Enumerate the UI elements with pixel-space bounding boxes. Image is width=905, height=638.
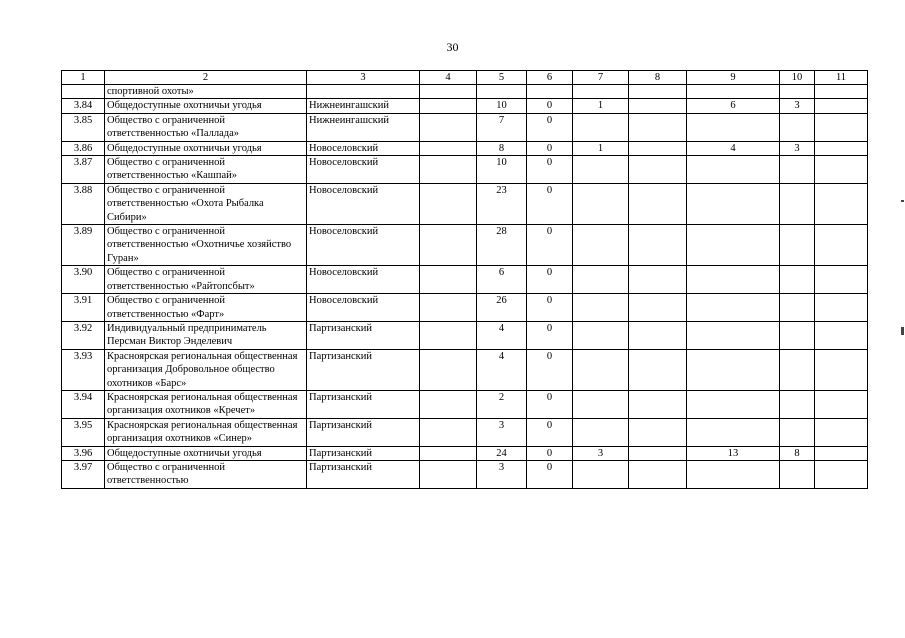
district-cell: Новоселовский bbox=[307, 266, 420, 294]
data-cell bbox=[780, 225, 815, 266]
data-cell: 0 bbox=[527, 141, 573, 155]
data-cell bbox=[573, 390, 629, 418]
data-cell bbox=[687, 183, 780, 224]
data-cell bbox=[629, 225, 687, 266]
column-number-cell: 6 bbox=[527, 71, 573, 85]
table-row bbox=[62, 225, 868, 266]
table-row bbox=[62, 390, 868, 418]
district-cell: Новоселовский bbox=[307, 294, 420, 322]
data-cell: 24 bbox=[477, 446, 527, 460]
organization-cell: Общество с ограниченной ответственностью «Райтопсбыт» bbox=[105, 266, 307, 294]
data-cell bbox=[687, 266, 780, 294]
column-number-cell: 1 bbox=[62, 71, 105, 85]
table-row bbox=[62, 99, 868, 113]
data-cell: 0 bbox=[527, 113, 573, 141]
data-cell: 0 bbox=[527, 446, 573, 460]
data-cell bbox=[815, 349, 868, 390]
data-cell: 0 bbox=[527, 460, 573, 488]
data-cell bbox=[687, 156, 780, 184]
data-cell: 10 bbox=[477, 99, 527, 113]
data-cell bbox=[573, 349, 629, 390]
district-cell: Партизанский bbox=[307, 321, 420, 349]
data-cell bbox=[815, 321, 868, 349]
data-cell bbox=[780, 390, 815, 418]
data-cell bbox=[420, 225, 477, 266]
data-cell bbox=[780, 156, 815, 184]
data-cell bbox=[420, 156, 477, 184]
data-cell: 8 bbox=[780, 446, 815, 460]
data-cell bbox=[629, 446, 687, 460]
data-cell bbox=[815, 460, 868, 488]
row-number-cell: 3.85 bbox=[62, 113, 105, 141]
table-row bbox=[62, 183, 868, 224]
data-cell bbox=[477, 85, 527, 99]
data-cell bbox=[815, 266, 868, 294]
data-cell bbox=[573, 266, 629, 294]
data-cell: 3 bbox=[780, 141, 815, 155]
column-number-cell: 3 bbox=[307, 71, 420, 85]
data-cell bbox=[629, 141, 687, 155]
table-row bbox=[62, 321, 868, 349]
column-number-cell: 4 bbox=[420, 71, 477, 85]
row-number-cell: 3.93 bbox=[62, 349, 105, 390]
data-cell bbox=[780, 113, 815, 141]
data-cell bbox=[815, 418, 868, 446]
data-cell bbox=[687, 85, 780, 99]
row-number-cell: 3.89 bbox=[62, 225, 105, 266]
data-cell bbox=[420, 321, 477, 349]
data-cell: 2 bbox=[477, 390, 527, 418]
data-cell bbox=[573, 321, 629, 349]
data-cell: 13 bbox=[687, 446, 780, 460]
row-number-cell: 3.84 bbox=[62, 99, 105, 113]
district-cell: Партизанский bbox=[307, 349, 420, 390]
data-cell bbox=[780, 85, 815, 99]
column-number-cell: 5 bbox=[477, 71, 527, 85]
data-cell bbox=[815, 113, 868, 141]
organization-cell: Общедоступные охотничьи угодья bbox=[105, 141, 307, 155]
organization-cell: Общество с ограниченной ответственностью «Охотничье хозяйство Гуран» bbox=[105, 225, 307, 266]
data-cell: 28 bbox=[477, 225, 527, 266]
row-number-cell: 3.88 bbox=[62, 183, 105, 224]
data-cell bbox=[573, 294, 629, 322]
data-cell bbox=[780, 183, 815, 224]
data-cell bbox=[629, 156, 687, 184]
district-cell: Нижнеингашский bbox=[307, 99, 420, 113]
data-cell bbox=[420, 99, 477, 113]
table-row bbox=[62, 294, 868, 322]
data-cell bbox=[420, 113, 477, 141]
data-cell bbox=[573, 183, 629, 224]
data-cell bbox=[629, 321, 687, 349]
data-cell bbox=[629, 99, 687, 113]
data-cell bbox=[815, 85, 868, 99]
data-cell bbox=[420, 390, 477, 418]
data-cell: 4 bbox=[687, 141, 780, 155]
organization-cell: Красноярская региональная общественная организация охотников «Кречет» bbox=[105, 390, 307, 418]
data-cell bbox=[629, 390, 687, 418]
data-cell: 0 bbox=[527, 156, 573, 184]
data-cell bbox=[629, 85, 687, 99]
row-number-cell: 3.96 bbox=[62, 446, 105, 460]
data-cell: 0 bbox=[527, 390, 573, 418]
page-number: 30 bbox=[446, 40, 459, 54]
data-cell bbox=[420, 183, 477, 224]
scan-edge-mark bbox=[901, 200, 904, 202]
data-cell: 3 bbox=[573, 446, 629, 460]
data-cell bbox=[815, 156, 868, 184]
data-cell bbox=[420, 418, 477, 446]
column-number-cell: 7 bbox=[573, 71, 629, 85]
data-cell bbox=[687, 113, 780, 141]
district-cell: Нижнеингашский bbox=[307, 113, 420, 141]
data-cell: 3 bbox=[477, 418, 527, 446]
table-row bbox=[62, 418, 868, 446]
data-cell bbox=[629, 266, 687, 294]
row-number-cell: 3.97 bbox=[62, 460, 105, 488]
table-row bbox=[62, 460, 868, 488]
column-number-cell: 10 bbox=[780, 71, 815, 85]
column-number-cell: 2 bbox=[105, 71, 307, 85]
row-number-cell: 3.95 bbox=[62, 418, 105, 446]
scan-edge-mark bbox=[901, 327, 904, 335]
data-cell: 4 bbox=[477, 349, 527, 390]
row-number-cell: 3.92 bbox=[62, 321, 105, 349]
organization-cell: Общедоступные охотничьи угодья bbox=[105, 99, 307, 113]
data-cell bbox=[687, 418, 780, 446]
column-number-cell: 11 bbox=[815, 71, 868, 85]
data-cell bbox=[780, 460, 815, 488]
row-number-cell bbox=[62, 85, 105, 99]
row-number-cell: 3.86 bbox=[62, 141, 105, 155]
table-row bbox=[62, 141, 868, 155]
data-cell bbox=[420, 141, 477, 155]
data-cell: 1 bbox=[573, 99, 629, 113]
district-cell: Партизанский bbox=[307, 446, 420, 460]
data-cell bbox=[629, 183, 687, 224]
data-cell: 8 bbox=[477, 141, 527, 155]
data-cell bbox=[573, 113, 629, 141]
organization-cell: спортивной охоты» bbox=[105, 85, 307, 99]
data-cell bbox=[780, 321, 815, 349]
row-number-cell: 3.90 bbox=[62, 266, 105, 294]
district-cell: Новоселовский bbox=[307, 141, 420, 155]
data-cell bbox=[815, 225, 868, 266]
row-number-cell: 3.87 bbox=[62, 156, 105, 184]
data-cell bbox=[573, 418, 629, 446]
data-cell bbox=[573, 85, 629, 99]
data-cell: 0 bbox=[527, 349, 573, 390]
data-cell: 23 bbox=[477, 183, 527, 224]
data-cell bbox=[629, 294, 687, 322]
data-cell bbox=[420, 446, 477, 460]
data-cell bbox=[420, 349, 477, 390]
data-cell bbox=[420, 85, 477, 99]
data-cell bbox=[815, 390, 868, 418]
data-cell: 6 bbox=[477, 266, 527, 294]
data-cell bbox=[420, 460, 477, 488]
table-row bbox=[62, 113, 868, 141]
data-cell bbox=[527, 85, 573, 99]
row-number-cell: 3.94 bbox=[62, 390, 105, 418]
organization-cell: Общество с ограниченной ответственностью «Кашпай» bbox=[105, 156, 307, 184]
organization-cell: Общедоступные охотничьи угодья bbox=[105, 446, 307, 460]
organization-cell: Общество с ограниченной ответственностью «Охота Рыбалка Сибири» bbox=[105, 183, 307, 224]
table-row bbox=[62, 446, 868, 460]
data-cell bbox=[420, 266, 477, 294]
data-cell bbox=[815, 183, 868, 224]
district-cell bbox=[307, 85, 420, 99]
data-cell bbox=[780, 294, 815, 322]
data-cell bbox=[420, 294, 477, 322]
data-cell bbox=[687, 460, 780, 488]
data-cell bbox=[629, 418, 687, 446]
column-number-cell: 8 bbox=[629, 71, 687, 85]
data-cell bbox=[629, 349, 687, 390]
data-cell bbox=[815, 141, 868, 155]
table-row bbox=[62, 349, 868, 390]
data-cell bbox=[780, 266, 815, 294]
data-cell: 3 bbox=[477, 460, 527, 488]
district-cell: Новоселовский bbox=[307, 156, 420, 184]
data-cell: 0 bbox=[527, 266, 573, 294]
district-cell: Новоселовский bbox=[307, 225, 420, 266]
organization-cell: Общество с ограниченной ответственностью bbox=[105, 460, 307, 488]
organization-cell: Индивидуальный предприниматель Персман Виктор Энделевич bbox=[105, 321, 307, 349]
data-cell: 1 bbox=[573, 141, 629, 155]
district-cell: Партизанский bbox=[307, 418, 420, 446]
data-cell: 0 bbox=[527, 99, 573, 113]
data-cell bbox=[687, 349, 780, 390]
organization-cell: Общество с ограниченной ответственностью «Фарт» bbox=[105, 294, 307, 322]
data-cell bbox=[815, 446, 868, 460]
data-cell: 0 bbox=[527, 418, 573, 446]
data-cell: 26 bbox=[477, 294, 527, 322]
table-row bbox=[62, 156, 868, 184]
row-number-cell: 3.91 bbox=[62, 294, 105, 322]
data-cell bbox=[629, 460, 687, 488]
data-cell bbox=[687, 390, 780, 418]
data-cell: 0 bbox=[527, 321, 573, 349]
organization-cell: Красноярская региональная общественная организация Добровольное общество охотников «Барс» bbox=[105, 349, 307, 390]
data-cell bbox=[687, 225, 780, 266]
data-cell: 4 bbox=[477, 321, 527, 349]
district-cell: Партизанский bbox=[307, 460, 420, 488]
data-cell bbox=[687, 321, 780, 349]
organization-cell: Красноярская региональная общественная организация охотников «Синер» bbox=[105, 418, 307, 446]
data-cell bbox=[780, 418, 815, 446]
data-cell: 0 bbox=[527, 294, 573, 322]
district-cell: Новоселовский bbox=[307, 183, 420, 224]
data-cell bbox=[573, 225, 629, 266]
data-cell bbox=[780, 349, 815, 390]
district-cell: Партизанский bbox=[307, 390, 420, 418]
data-cell: 0 bbox=[527, 183, 573, 224]
data-cell: 3 bbox=[780, 99, 815, 113]
data-cell bbox=[687, 294, 780, 322]
data-cell bbox=[573, 460, 629, 488]
data-cell: 6 bbox=[687, 99, 780, 113]
data-cell bbox=[815, 99, 868, 113]
hunting-grounds-table bbox=[61, 70, 868, 489]
continuation-row bbox=[62, 85, 868, 99]
data-cell: 10 bbox=[477, 156, 527, 184]
data-cell: 7 bbox=[477, 113, 527, 141]
column-number-header-row bbox=[62, 71, 868, 85]
table-row bbox=[62, 266, 868, 294]
data-cell: 0 bbox=[527, 225, 573, 266]
organization-cell: Общество с ограниченной ответственностью «Паллада» bbox=[105, 113, 307, 141]
column-number-cell: 9 bbox=[687, 71, 780, 85]
data-cell bbox=[573, 156, 629, 184]
data-cell bbox=[815, 294, 868, 322]
data-cell bbox=[629, 113, 687, 141]
